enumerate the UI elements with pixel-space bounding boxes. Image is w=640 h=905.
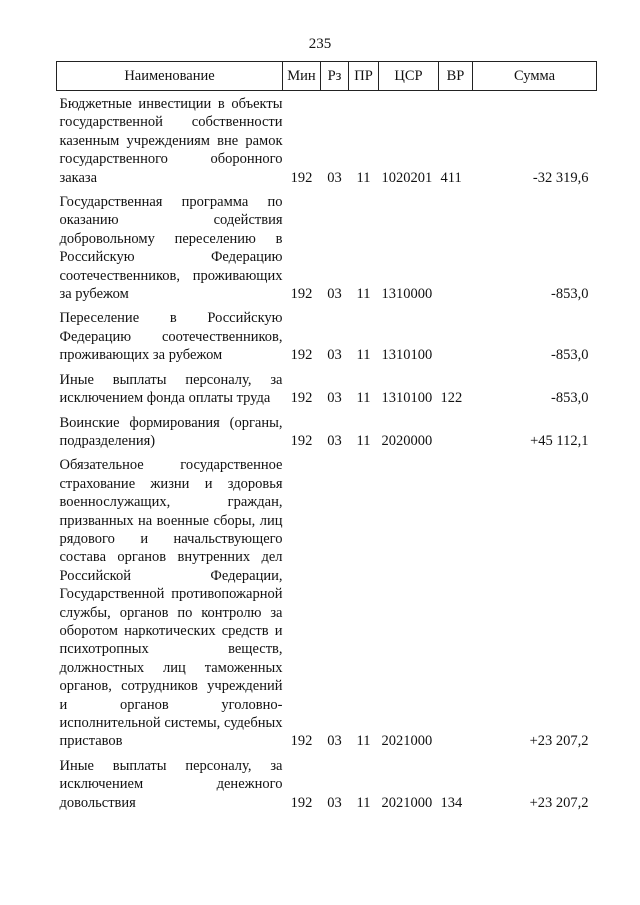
row-min: 192 bbox=[290, 432, 313, 449]
header-rz: Рз bbox=[321, 62, 349, 91]
row-name: Иные выплаты персоналу, за исключением денежного довольствия bbox=[59, 757, 283, 811]
row-pr: 11 bbox=[356, 347, 371, 364]
row-sum: -32 319,6 bbox=[532, 169, 589, 186]
row-vr: 134 bbox=[440, 794, 463, 811]
row-min: 192 bbox=[290, 390, 313, 407]
row-vr bbox=[439, 408, 473, 451]
row-pr: 11 bbox=[356, 390, 371, 407]
header-vr: ВР bbox=[439, 62, 473, 91]
header-min: Мин bbox=[283, 62, 321, 91]
table-row bbox=[57, 303, 597, 364]
table-row bbox=[57, 187, 597, 303]
table-row bbox=[57, 751, 597, 812]
row-csr: 1020201 bbox=[381, 169, 433, 186]
row-min: 192 bbox=[290, 286, 313, 303]
row-rz: 03 bbox=[327, 794, 342, 811]
row-vr: 122 bbox=[440, 390, 463, 407]
row-vr: 411 bbox=[440, 169, 462, 186]
header-csr: ЦСР bbox=[379, 62, 439, 91]
row-csr: 1310100 bbox=[381, 390, 433, 407]
page-number: 235 bbox=[308, 36, 332, 52]
table-row bbox=[57, 91, 597, 188]
row-sum: -853,0 bbox=[551, 286, 589, 303]
header-name: Наименование bbox=[57, 62, 283, 91]
budget-table bbox=[56, 61, 597, 812]
row-name: Государственная программа по оказанию содействия добровольному переселению в Российскую Федерацию соотечественников, проживающих за рубежом bbox=[59, 194, 283, 303]
table-row bbox=[57, 408, 597, 451]
row-csr: 2021000 bbox=[381, 794, 433, 811]
row-sum: +23 207,2 bbox=[529, 733, 589, 750]
row-vr bbox=[439, 450, 473, 751]
row-rz: 03 bbox=[327, 432, 342, 449]
table-header bbox=[57, 62, 597, 91]
row-rz: 03 bbox=[327, 347, 342, 364]
row-csr: 1310000 bbox=[381, 286, 433, 303]
header-pr: ПР bbox=[349, 62, 379, 91]
row-rz: 03 bbox=[327, 390, 342, 407]
row-name: Иные выплаты персоналу, за исключением фонда оплаты труда bbox=[59, 371, 283, 407]
row-min: 192 bbox=[290, 794, 313, 811]
row-sum: -853,0 bbox=[551, 347, 589, 364]
row-min: 192 bbox=[290, 733, 313, 750]
header-sum: Сумма bbox=[473, 62, 597, 91]
row-pr: 11 bbox=[356, 169, 371, 186]
row-rz: 03 bbox=[327, 286, 342, 303]
row-pr: 11 bbox=[356, 733, 371, 750]
row-sum: +23 207,2 bbox=[529, 794, 589, 811]
row-vr bbox=[439, 303, 473, 364]
row-name: Воинские формирования (органы, подразделения) bbox=[59, 414, 283, 449]
row-name: Обязательное государственное страхование жизни и здоровья военнослужащих, граждан, призванных на военные сборы, лиц рядового и начальствующего состава органов внутренних дел Российской Федерации, Государственной противопожарной службы, органов по контролю за оборотом наркотических средств и психотропных веществ, должностных лиц таможенных органов, сотрудников учреждений и органов уголовно-исполнительной системы, судебных приставов bbox=[59, 457, 283, 750]
row-vr bbox=[439, 187, 473, 303]
row-csr: 2020000 bbox=[381, 432, 433, 449]
row-csr: 1310100 bbox=[381, 347, 433, 364]
row-rz: 03 bbox=[327, 733, 342, 750]
row-sum: -853,0 bbox=[551, 390, 589, 407]
row-name: Бюджетные инвестиции в объекты государственной собственности казенным учреждениям вне рамок государственного оборонного заказа bbox=[59, 96, 283, 186]
row-rz: 03 bbox=[327, 169, 342, 186]
table-row bbox=[57, 365, 597, 408]
row-name: Переселение в Российскую Федерацию соотечественников, проживающих за рубежом bbox=[59, 310, 283, 364]
table-body bbox=[57, 91, 597, 813]
table-row bbox=[57, 450, 597, 751]
row-sum: +45 112,1 bbox=[530, 432, 589, 449]
row-min: 192 bbox=[290, 347, 313, 364]
row-pr: 11 bbox=[356, 794, 371, 811]
row-min: 192 bbox=[290, 169, 313, 186]
row-csr: 2021000 bbox=[381, 733, 433, 750]
row-pr: 11 bbox=[356, 286, 371, 303]
row-pr: 11 bbox=[356, 432, 371, 449]
